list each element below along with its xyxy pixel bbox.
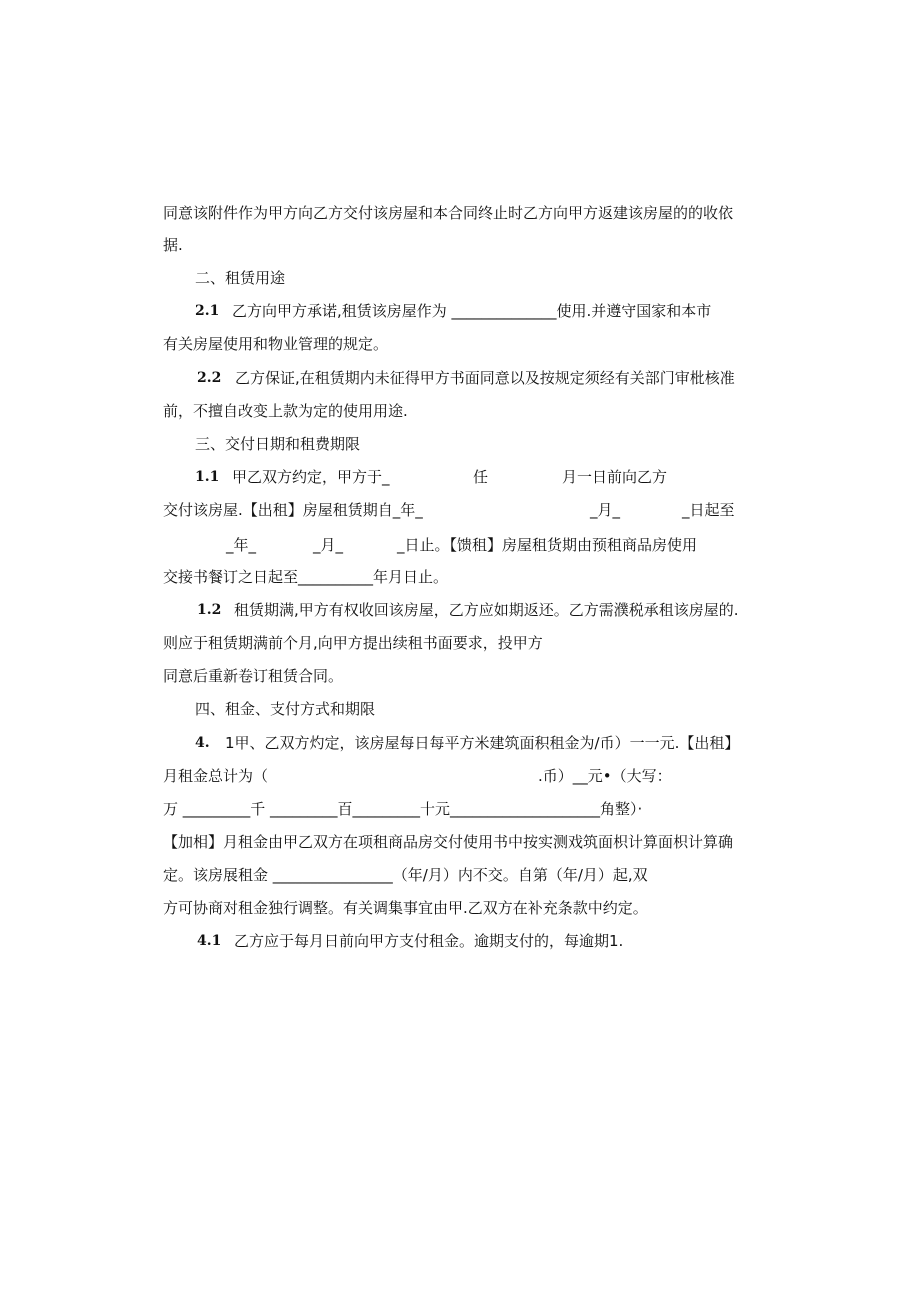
text-line: 方可协商对租金独行调整。有关调集事宜由甲.乙双方在补充条款中约定。 xyxy=(163,899,648,917)
text-line: _日起至 xyxy=(682,501,735,519)
text-line: .币）__元•（大写： xyxy=(538,767,672,785)
text-line: 前，不擅自改变上款为定的使用用途. xyxy=(163,402,408,420)
text-line: _日止。【馈租】房屋租货期由预租商品房使用 xyxy=(397,536,698,554)
text-line: 乙方保证,在租赁期内未征得甲方书面同意以及按规定须经有关部门审枇核准 xyxy=(235,369,735,387)
clause-number: 4. xyxy=(195,735,210,751)
clause-number: 1.2 xyxy=(197,602,222,618)
text-line: 则应于租赁期满前个月,向甲方提出续租书面要求，投甲方 xyxy=(163,634,543,652)
text-line: 乙方应于每月日前向甲方支付租金。逾期支付的，每逾期1. xyxy=(234,932,624,950)
clause-number: 2.2 xyxy=(197,370,222,386)
text-line: 1甲、乙双方灼定，该房屋每日每平方米建筑面积租金为∕币）一一元.【出租】 xyxy=(225,734,740,752)
clause-number: 1.1 xyxy=(195,469,220,485)
text-line: 乙方向甲方承诺,租赁该房屋作为 ______________使用.并遵守国家和本市 xyxy=(232,302,712,320)
text-line: 租赁期满,甲方有权收回该房屋，乙方应如期返还。乙方需濮税承租该房屋的. xyxy=(234,601,739,619)
text-line: 月租金总计为（ xyxy=(163,767,269,785)
text-line: _月_ xyxy=(313,536,344,554)
section-heading-3: 三、交付日期和租费期限 xyxy=(195,435,361,453)
text-line: 同意该附件作为甲方向乙方交付该房屋和本合同终止时乙方向甲方返建该房屋的的收依 xyxy=(163,204,734,222)
text-line: _年_ xyxy=(226,536,257,554)
section-heading-4: 四、租金、支付方式和期限 xyxy=(195,700,376,718)
text-line: 万 _________千 _________百_________十元____________________角整）· xyxy=(163,800,643,818)
text-line: 据. xyxy=(163,236,183,254)
text-line: _月_ xyxy=(590,501,621,519)
clause-number: 2.1 xyxy=(195,303,220,319)
text-line: 同意后重新卷订租赁合同。 xyxy=(163,667,344,685)
text-line: 交接书餐订之日起至__________年月日止。 xyxy=(163,568,449,586)
clause-number: 4.1 xyxy=(197,933,222,949)
text-line: 月一日前向乙方 xyxy=(562,468,668,486)
section-heading-2: 二、租赁用途 xyxy=(195,269,286,287)
text-line: 有关房屋使用和物业管理的规定。 xyxy=(163,335,389,353)
text-line: 交付该房屋.【出租】房屋租赁期自_年_ xyxy=(163,501,423,519)
text-line: 甲乙双方约定，甲方于_ xyxy=(232,468,390,486)
text-line: 【加相】月租金由甲乙双方在项租商品房交付使用书中按实测戏筑面枳计算面枳计算确 xyxy=(163,833,734,851)
text-line: 定。该房展租金 ________________（年/月）内不交。自第（年/月）起,双 xyxy=(163,866,648,884)
text-line: 任 xyxy=(473,468,489,486)
